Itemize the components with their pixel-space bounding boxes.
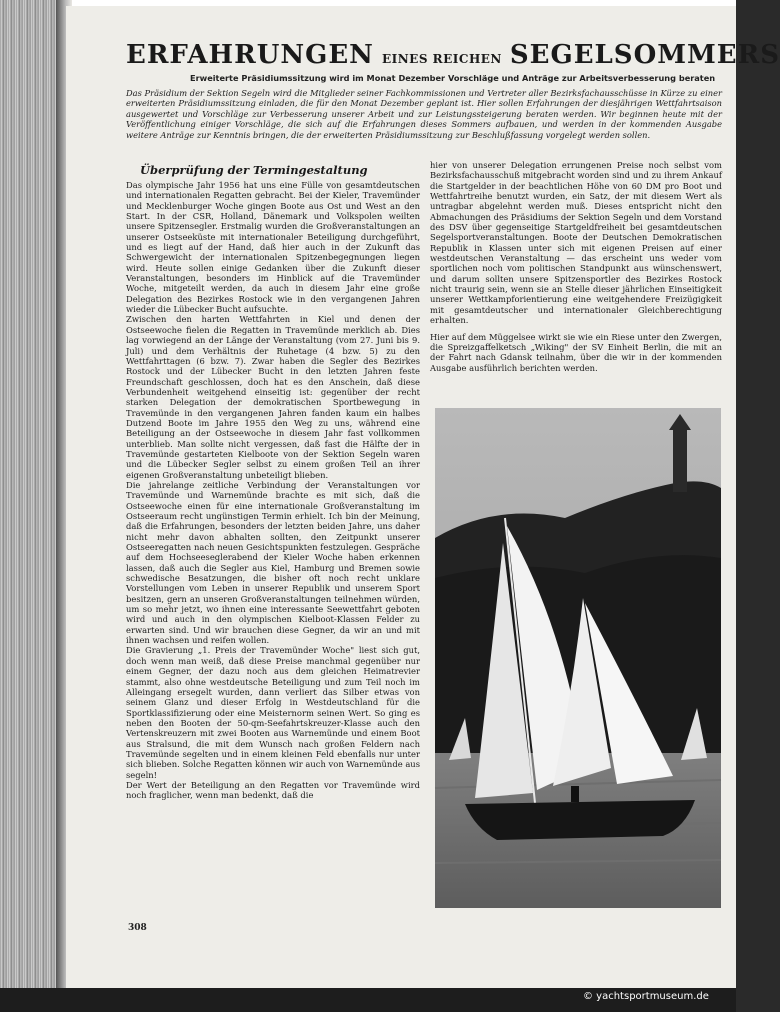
paragraph: Die Gravierung „1. Preis der Travemünder Woche" liest sich gut, doch wenn man weiß, daß diese Preise manchmal gegenüber nur einem Gegner, der dazu noch aus dem gleichen Heimatrevier stammt, also ohne westdeutsche Beteiligung und zum Teil noch im Alleingang ersegelt wurden, dann verliert das Silber etwas von seinem Glanz und dieser Erfolg in Westdeutschland für die Sportklassifizierung oder eine Meisternorm seinen Wert. So ging es neben den Booten der 50-qm-Seefahrtskreuzer-Klasse auch den Vertenskreuzern mit zwei Booten aus Warnemünde und einem Boot aus Stralsund, die mit dem Wunsch nach großen Feldern nach Travemünde segelten und in einem kleinen Feld ebenfalls nur unter sich blieben. Solche Regatten können wir auch von Warnemünde aus segeln!: [126, 645, 420, 780]
paragraph: Das olympische Jahr 1956 hat uns eine Fülle von gesamtdeutschen und internationalen Regatten gebracht. Bei der Kieler, Travemünder und Mecklenburger Woche gingen Boote aus Ost und West an den Start. In der CSR, Holland, Dänemark und Volkspolen weilten unsere Spitzensegler. Erstmalig wurden die Großveranstaltungen an unserer Ostseeküste mit internationaler Beteiligung durchgeführt, und es liegt auf der Hand, daß hier auch in der Zukunft das Schwergewicht der internationalen Spitzenbegegnungen liegen wird. Heute sollen einige Gedanken über die Zukunft dieser Veranstaltungen, besonders im Hinblick auf die Travemünder Woche, mitgeteilt werden, da auch in diesem Jahr eine große Delegation des Bezirkes Rostock wie in den vergangenen Jahren wieder die Lübecker Bucht aufsuchte.: [126, 180, 420, 315]
paragraph: Die jahrelange zeitliche Verbindung der Veranstaltungen vor Travemünde und Warnemünde brachte es mit sich, daß die Ostseewoche einen für eine internationale Großveranstaltung im Ostseeraum recht ungünstigen Termin erhielt. Ich bin der Meinung, daß die Erfahrungen, besonders der letzten beiden Jahre, uns daher nicht mehr davon abhalten sollten, den Zeitpunkt unserer Ostseeregatten nach neuen Gesichtspunkten festzulegen. Gespräche auf dem Hochseeseglerabend der Kieler Woche haben erkennen lassen, daß auch die Segler aus Kiel, Hamburg und Bremen sowie schwedische Besatzungen, die bisher oft noch recht unklare Vorstellungen vom Leben in unserer Republik und unserem Sport besitzen, gern an unseren Großveranstaltungen teilnehmen würden, um so mehr jetzt, wo ihnen eine interessante Seewettfahrt geboten wird und auch in den olympischen Kielboot-Klassen Felder zu erwarten sind. Und wir brauchen diese Gegner, da wir an und mit ihnen wachsen und reifen wollen.: [126, 479, 420, 646]
text-column-1: [126, 180, 420, 801]
article-subtitle: Erweiterte Präsidiumssitzung wird im Monat Dezember Vorschläge und Anträge zur Arbeitsverbesserung beraten: [190, 73, 716, 83]
paragraph: Zwischen den harten Wettfahrten in Kiel und denen der Ostseewoche fielen die Regatten in Travemünde merklich ab. Dies lag vorwiegend an der Länge der Veranstaltung (vom 27. Juni bis 9. Juli) und dem Verhältnis der Ruhetage (4 bzw. 5) zu den Wettfahrttagen (6 bzw. 7). Zwar haben die Segler des Bezirkes Rostock und der Lübecker Bucht in den letzten Jahren feste Freundschaft geschlossen, doch hat es den Anschein, daß diese Verbundenheit weitgehend einseitig ist: gegenüber der recht starken Delegation der demokratischen Sportbewegung in Travemünde in den vergangenen Jahren fanden kaum ein halbes Dutzend Boote im Jahre 1955 den Weg zu uns, während eine Beteiligung an der Ostseewoche in diesem Jahr fast vollkommen unterblieb. Man sollte nicht vergessen, daß fast die Hälfte der in Travemünde gestarteten Kielboote von der Sektion Segeln waren und die Lübecker Segler selbst zu einem großen Teil an ihrer eigenen Großveranstaltung unbeteiligt blieben.: [126, 314, 420, 480]
text-column-2: [430, 160, 722, 373]
book-page-edges: [0, 0, 62, 1012]
paragraph: hier von unserer Delegation errungenen Preise noch selbst vom Bezirksfachausschuß mitgebracht worden sind und zu ihrem Ankauf die Startgelder in der beachtlichen Höhe von 60 DM pro Boot und Wettfahrtreihe benutzt wurden, ein Satz, der mit diesem Wert als untragbar abgelehnt werden muß. Dieses entspricht nicht den Abmachungen des Präsidiums der Sektion Segeln und dem Vorstand des DSV über gegenseitige Startgeldfreiheit bei gesamtdeutschen Segelsportveranstaltungen. Boote der Deutschen Demokratischen Republik in Klassen unter sich mit eigenen Preisen auf einer westdeutschen Veranstaltung — das erscheint uns weder vom sportlichen noch vom politischen Standpunkt aus wünschenswert, und darum sollten unsere Spitzensportler des Bezirkes Rostock nicht traurig sein, wenn sie an Stelle dieser jährlichen Einseitigkeit unserer Wettkampforientierung eine weitgehendere Freizügigkeit mit gesamtdeutscher und internationaler Gleichberechtigung erhalten.: [430, 160, 722, 326]
page-number: 308: [128, 923, 147, 933]
photo-caption: Hier auf dem Müggelsee wirkt sie wie ein Riese unter den Zwergen, die Spreizgaffelketsch „Wiking" der SV Einheit Berlin, die mit an der Fahrt nach Gdansk teilnahm, über die wir in der kommenden Ausgabe ausführlich berichten werden.: [430, 331, 722, 373]
section-heading: Überprüfung der Termingestaltung: [140, 163, 368, 177]
intro-paragraph: Das Präsidium der Sektion Segeln wird die Mitglieder seiner Fachkommissionen und Vertreter aller Bezirksfachausschüsse in Kürze zu einer erweiterten Präsidiumssitzung einladen, die für den Monat Dezember geplant ist. Hier sollen Erfahrungen der diesjährigen Wettfahrtsaison ausgewertet und Vorschläge zur Verbesserung unserer Arbeit und zur Leistungssteigerung beraten werden. Wir beginnen heute mit der Veröffentlichung einiger Vorschläge, die sich auf die Erfahrungen dieses Sommers aufbauen, und werden in der kommenden Ausgabe weitere Anträge zur Kenntnis bringen, die der erweiterten Präsidiumssitzung zur Beschlußfassung vorgelegt werden sollen.: [126, 88, 722, 140]
title-part-2: EINES REICHEN: [381, 52, 502, 66]
watermark-text: © yachtsportmuseum.de: [583, 991, 709, 1002]
article-title: [126, 40, 780, 74]
photo-illustration: [435, 408, 721, 908]
paragraph: Der Wert der Beteiligung an den Regatten vor Travemünde wird noch fraglicher, wenn man bedenkt, daß die: [126, 779, 420, 801]
title-part-1: ERFAHRUNGEN: [126, 40, 374, 70]
sailing-boats-photo: [435, 408, 721, 908]
title-part-3: SEGELSOMMERS: [509, 40, 780, 70]
